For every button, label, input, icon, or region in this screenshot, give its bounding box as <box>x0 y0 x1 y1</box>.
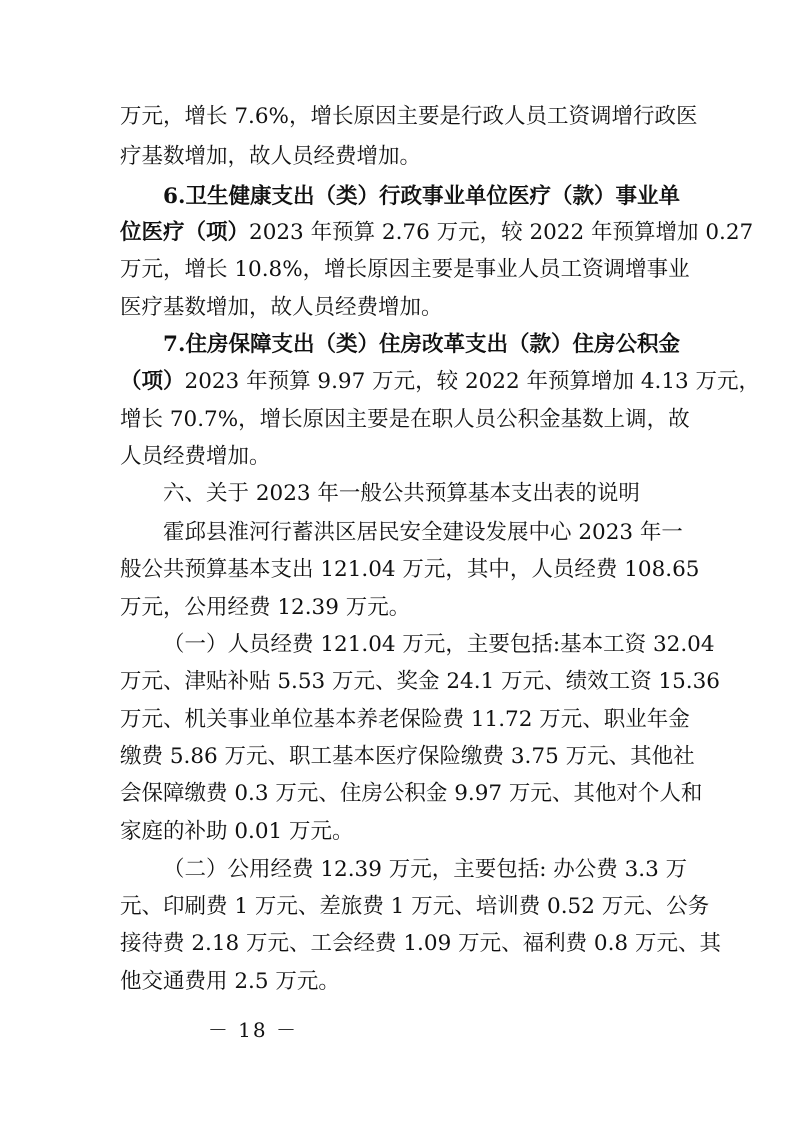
body-text-line: 疗基数增加，故人员经费增加。 <box>120 144 422 169</box>
item-text: 2023 年预算 9.97 万元，较 2022 年预算增加 4.13 万元， <box>184 369 761 394</box>
body-text-line: 霍邱县淮河行蓄洪区居民安全建设发展中心 2023 年一 <box>163 520 683 545</box>
item-text: 2023 年预算 2.76 万元，较 2022 年预算增加 0.27 <box>249 220 754 245</box>
body-text-line: （二）公用经费 12.39 万元，主要包括: 办公费 3.3 万 <box>163 857 688 882</box>
body-text-line: 医疗基数增加，故人员经费增加。 <box>120 295 443 320</box>
body-text-line: 接待费 2.18 万元、工会经费 1.09 万元、福利费 0.8 万元、其 <box>120 931 721 956</box>
body-text-line: 万元，增长 10.8%，增长原因主要是事业人员工资调增事业 <box>120 257 690 282</box>
item-label: 位医疗（项） <box>120 220 250 245</box>
body-text-line: 万元，增长 7.6%，增长原因主要是行政人员工资调增行政医 <box>120 104 698 129</box>
body-text-line <box>120 367 761 397</box>
section-heading-six: 六、关于 2023 年一般公共预算基本支出表的说明 <box>163 481 640 506</box>
body-text-line: 缴费 5.86 万元、职工基本医疗保险缴费 3.75 万元、其他社 <box>120 744 695 769</box>
body-text-line: 万元、机关事业单位基本养老保险费 11.72 万元、职业年金 <box>120 707 690 732</box>
body-text-line: 万元，公用经费 12.39 万元。 <box>120 595 411 620</box>
body-text-line: 增长 70.7%，增长原因主要是在职人员公积金基数上调，故 <box>120 407 690 432</box>
section-heading-7: 7.住房保障支出（类）住房改革支出（款）住房公积金 <box>163 332 680 357</box>
page-number: － 18 － <box>207 1018 298 1042</box>
body-text-line: 他交通费用 2.5 万元。 <box>120 969 340 994</box>
body-text-line: 人员经费增加。 <box>120 444 271 469</box>
section-heading-6: 6.卫生健康支出（类）行政事业单位医疗（款）事业单 <box>163 184 680 209</box>
body-text-line: 元、印刷费 1 万元、差旅费 1 万元、培训费 0.52 万元、公务 <box>120 894 710 919</box>
body-text-line: 家庭的补助 0.01 万元。 <box>120 819 354 844</box>
body-text-line: （一）人员经费 121.04 万元，主要包括:基本工资 32.04 <box>163 632 715 657</box>
body-text-line <box>120 218 754 248</box>
item-label: （项） <box>120 369 185 394</box>
body-text-line: 般公共预算基本支出 121.04 万元，其中，人员经费 108.65 <box>120 557 700 582</box>
body-text-line: 万元、津贴补贴 5.53 万元、奖金 24.1 万元、绩效工资 15.36 <box>120 669 720 694</box>
body-text-line: 会保障缴费 0.3 万元、住房公积金 9.97 万元、其他对个人和 <box>120 781 703 806</box>
